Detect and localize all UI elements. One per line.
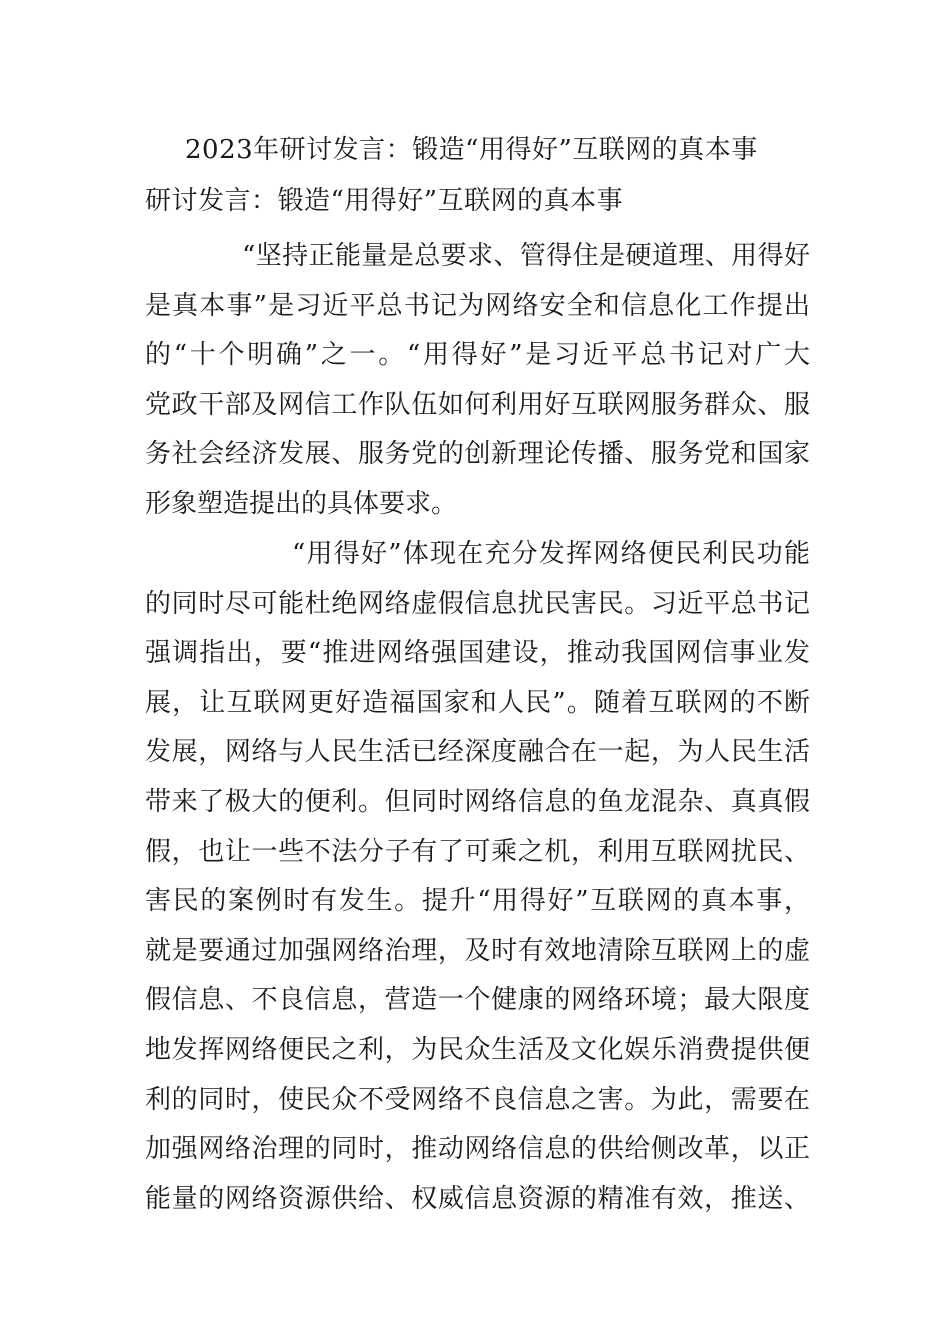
paragraph-line: 带来了极大的便利。但同时网络信息的鱼龙混杂、真真假 bbox=[145, 786, 810, 817]
paragraph-line: 务社会经济发展、服务党的创新理论传播、服务党和国家 bbox=[145, 439, 810, 470]
paragraph-line: “用得好”体现在充分发挥网络便民利民功能 bbox=[292, 539, 810, 569]
document-title: 2023年研讨发言：锻造“用得好”互联网的真本事 bbox=[185, 135, 758, 165]
document-subtitle: 研讨发言：锻造“用得好”互联网的真本事 bbox=[145, 186, 624, 216]
paragraph-line: 形象塑造提出的具体要求。 bbox=[145, 488, 458, 519]
paragraph-line: 害民的案例时有发生。提升“用得好”互联网的真本事， bbox=[145, 886, 810, 917]
paragraph-line: “坚持正能量是总要求、管得住是硬道理、用得好 bbox=[242, 241, 810, 271]
paragraph-line: 是真本事”是习近平总书记为网络安全和信息化工作提出 bbox=[145, 290, 810, 321]
paragraph-line: 假，也让一些不法分子有了可乘之机，利用互联网扰民、 bbox=[145, 836, 810, 867]
paragraph-line: 利的同时，使民众不受网络不良信息之害。为此，需要在 bbox=[145, 1084, 810, 1115]
paragraph-1 bbox=[145, 232, 810, 530]
paragraph-line: 的同时尽可能杜绝网络虚假信息扰民害民。习近平总书记 bbox=[145, 588, 810, 619]
paragraph-line: 党政干部及网信工作队伍如何利用好互联网服务群众、服 bbox=[145, 389, 810, 420]
paragraph-line: 强调指出，要“推进网络强国建设，推动我国网信事业发 bbox=[145, 638, 810, 669]
paragraph-line: 的“十个明确”之一。“用得好”是习近平总书记对广大 bbox=[145, 340, 810, 371]
paragraph-line: 假信息、不良信息，营造一个健康的网络环境；最大限度 bbox=[145, 985, 810, 1016]
paragraph-2 bbox=[145, 530, 810, 1224]
paragraph-line: 地发挥网络便民之利，为民众生活及文化娱乐消费提供便 bbox=[145, 1034, 810, 1065]
paragraph-line: 就是要通过加强网络治理，及时有效地清除互联网上的虚 bbox=[145, 935, 810, 966]
paragraph-line: 展，让互联网更好造福国家和人民”。随着互联网的不断 bbox=[145, 687, 810, 718]
paragraph-line: 能量的网络资源供给、权威信息资源的精准有效，推送、 bbox=[145, 1183, 810, 1214]
paragraph-line: 加强网络治理的同时，推动网络信息的供给侧改革，以正 bbox=[145, 1134, 810, 1165]
paragraph-line: 发展，网络与人民生活已经深度融合在一起，为人民生活 bbox=[145, 737, 810, 768]
